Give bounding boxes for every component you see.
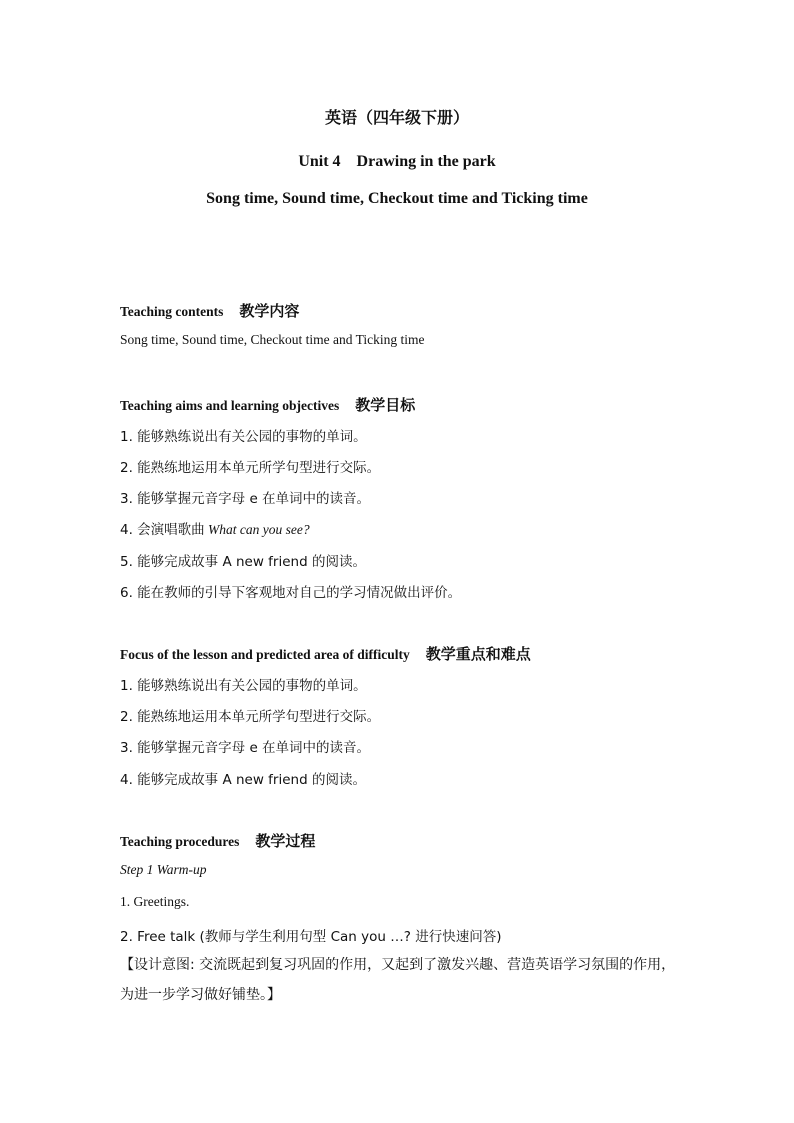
aims-item: 6. 能在教师的引导下客观地对自己的学习情况做出评价。	[120, 585, 462, 601]
aims-item: 4. 会演唱歌曲 What can you see?	[120, 522, 310, 538]
contents-text: Song time, Sound time, Checkout time and Ticking time	[120, 332, 425, 347]
aims-heading	[120, 394, 415, 415]
aims-heading-en: Teaching aims and learning objectives	[120, 398, 340, 413]
aims-item: 2. 能熟练地运用本单元所学句型进行交际。	[120, 460, 381, 476]
procedures-heading-en: Teaching procedures	[120, 834, 240, 849]
aims-item: 3. 能够掌握元音字母 e 在单词中的读音。	[120, 491, 371, 507]
focus-item: 4. 能够完成故事 A new friend 的阅读。	[120, 772, 366, 788]
song-title: What can you see?	[208, 522, 310, 537]
step-heading: Step 1 Warm-up	[120, 862, 207, 877]
focus-heading	[120, 643, 531, 664]
procedures-heading-cn: 教学过程	[255, 832, 316, 850]
focus-heading-cn: 教学重点和难点	[425, 645, 531, 663]
unit-title: Unit 4 Drawing in the park	[298, 153, 496, 170]
contents-heading	[120, 300, 299, 321]
focus-heading-en: Focus of the lesson and predicted area of difficulty	[120, 647, 410, 662]
design-intent-note: 【设计意图: 交流既起到复习巩固的作用，又起到了激发兴趣、营造英语学习氛围的作用，为进一步学习做好铺垫。】	[120, 957, 676, 1003]
contents-heading-cn: 教学内容	[239, 302, 300, 320]
contents-heading-en: Teaching contents	[120, 304, 224, 319]
procedure-item: 2. Free talk (教师与学生利用句型 Can you …? 进行快速问答)	[120, 929, 502, 945]
aims-item: 1. 能够熟练说出有关公园的事物的单词。	[120, 429, 367, 445]
procedure-item: 1. Greetings.	[120, 894, 190, 909]
lesson-subtitle: Song time, Sound time, Checkout time and Ticking time	[206, 190, 588, 207]
document-title: 英语（四年级下册）	[324, 110, 469, 127]
focus-item: 3. 能够掌握元音字母 e 在单词中的读音。	[120, 740, 371, 756]
focus-item: 2. 能熟练地运用本单元所学句型进行交际。	[120, 709, 381, 725]
focus-item: 1. 能够熟练说出有关公园的事物的单词。	[120, 678, 367, 694]
procedures-heading	[120, 830, 315, 851]
aims-item: 5. 能够完成故事 A new friend 的阅读。	[120, 554, 366, 570]
aims-heading-cn: 教学目标	[355, 396, 416, 414]
